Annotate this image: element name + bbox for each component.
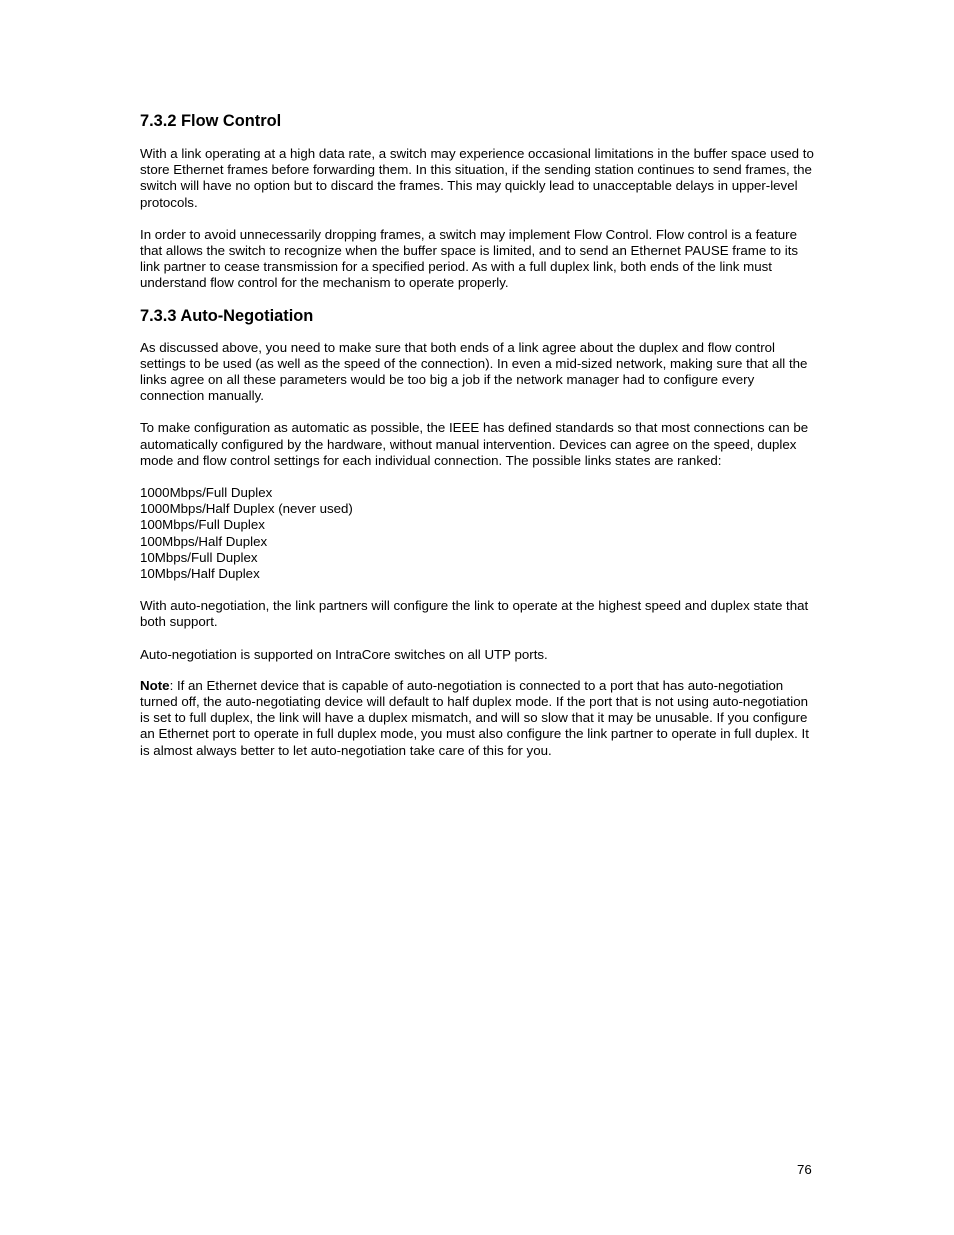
section-heading-auto-negotiation: 7.3.3 Auto-Negotiation: [140, 306, 314, 325]
section-heading-flow-control: 7.3.2 Flow Control: [140, 112, 282, 130]
note-text: : If an Ethernet device that is capable of auto-negotiation is connected to a port that has auto-negotiation turned off, the auto-negotiating device will default to half duplex mode. If the port that is not using auto-negotiation is set to full duplex, the link will have a duplex mismatch, and will so slow that it may be unusable. If you configure an Ethernet port to operate in full duplex mode, you must also configure the link partner to operate in full duplex. It is almost always better to let auto-negotiation take care of this for you.: [140, 677, 809, 758]
note-label: Note: [140, 677, 170, 693]
list-item: 100Mbps/Full Duplex: [140, 517, 265, 533]
page-number: 76: [797, 1162, 812, 1177]
paragraph-flow-control-intro: With a link operating at a high data rate, a switch may experience occasional limitations in the buffer space used to store Ethernet frames before forwarding them. In this situation, if the sending station continues to send frames, the switch will have no option but to discard the frames. This may quickly lead to unacceptable delays in upper-level protocols.: [140, 146, 814, 210]
paragraph-auto-negotiation-standards: To make configuration as automatic as possible, the IEEE has defined standards so that most connections can be automatically configured by the hardware, without manual intervention. Devices can agree on the speed, duplex mode and flow control settings for each individual connection. The possible links states are ranked:: [140, 420, 809, 468]
list-item: 10Mbps/Half Duplex: [140, 566, 260, 582]
list-item: 1000Mbps/Full Duplex: [140, 485, 273, 501]
list-item: 100Mbps/Half Duplex: [140, 533, 268, 549]
paragraph-flow-control-detail: In order to avoid unnecessarily dropping frames, a switch may implement Flow Control. Flow control is a feature that allows the switch to recognize when the buffer space is limited, and to send an Ethernet PAUSE frame to its link partner to cease transmission for a specified period. As with a full duplex link, both ends of the link must understand flow control for the mechanism to operate properly.: [140, 226, 799, 291]
paragraph-utp-support: Auto-negotiation is supported on IntraCore switches on all UTP ports.: [140, 646, 548, 662]
list-item: 10Mbps/Full Duplex: [140, 549, 258, 565]
link-states-list: [140, 485, 816, 582]
paragraph-auto-negotiation-intro: As discussed above, you need to make sure that both ends of a link agree about the duplex and flow control settings to be used (as well as the speed of the connection). In even a mid-sized network, making sure that all the links agree on all these parameters would be too big a job if the network manager had to configure every connection manually.: [140, 339, 808, 404]
paragraph-highest-speed: With auto-negotiation, the link partners will configure the link to operate at the highest speed and duplex state that both support.: [140, 598, 809, 630]
list-item: 1000Mbps/Half Duplex (never used): [140, 501, 353, 517]
page-content: [140, 111, 816, 759]
note-paragraph: [140, 678, 816, 759]
